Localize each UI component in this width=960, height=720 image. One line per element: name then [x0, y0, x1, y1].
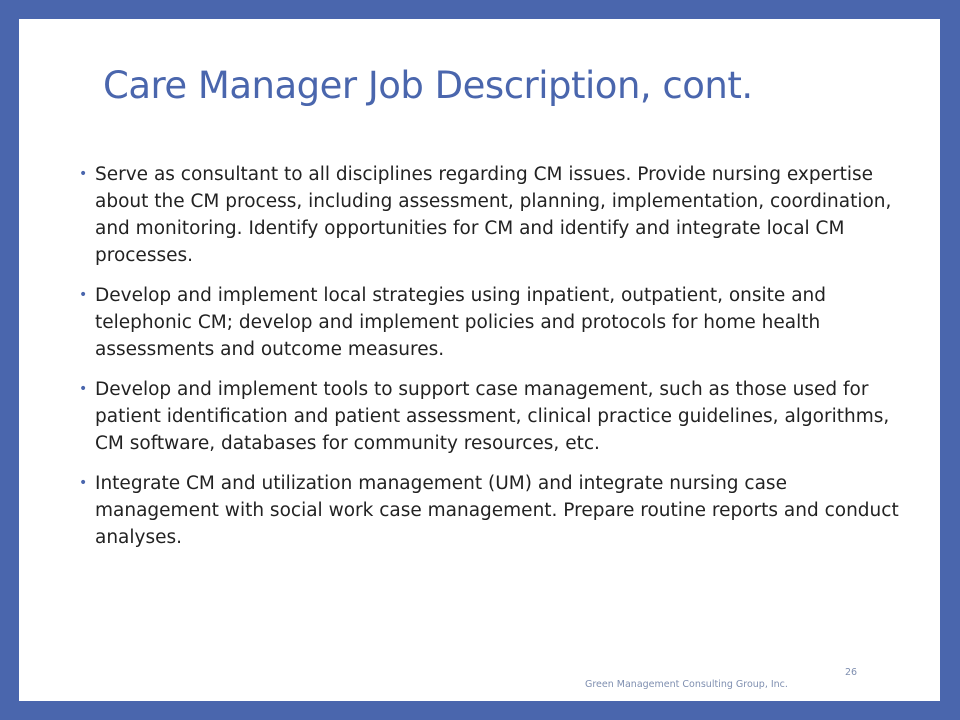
slide [19, 19, 940, 701]
bullet-list [77, 161, 907, 564]
bullet-item [77, 376, 907, 457]
bullet-marker: • [79, 475, 88, 491]
footer-organization: Green Management Consulting Group, Inc. [585, 679, 788, 690]
page-number: 26 [845, 667, 858, 678]
bullet-marker: • [79, 166, 88, 182]
bullet-text: Develop and implement local strategies using inpatient, outpatient, onsite and telephonic CM; develop and implement policies and protocols for home health assessments and outcome measures. [95, 285, 827, 360]
bullet-text: Serve as consultant to all disciplines regarding CM issues. Provide nursing expertise about the CM process, including assessment, planning, implementation, coordination, and monitoring. Identify opportunities for CM and identify and integrate local CM processes. [95, 164, 892, 266]
bullet-marker: • [79, 381, 88, 397]
bullet-item [77, 282, 907, 363]
bullet-text: Integrate CM and utilization management (UM) and integrate nursing case management with social work case management. Prepare routine reports and conduct analyses. [95, 473, 899, 548]
bullet-text: Develop and implement tools to support case management, such as those used for patient identification and patient assessment, clinical practice guidelines, algorithms, CM software, databases for community resources, etc. [95, 379, 890, 454]
bullet-item [77, 161, 907, 269]
slide-title: Care Manager Job Description, cont. [103, 64, 753, 107]
bullet-item [77, 470, 907, 551]
bullet-marker: • [79, 287, 88, 303]
